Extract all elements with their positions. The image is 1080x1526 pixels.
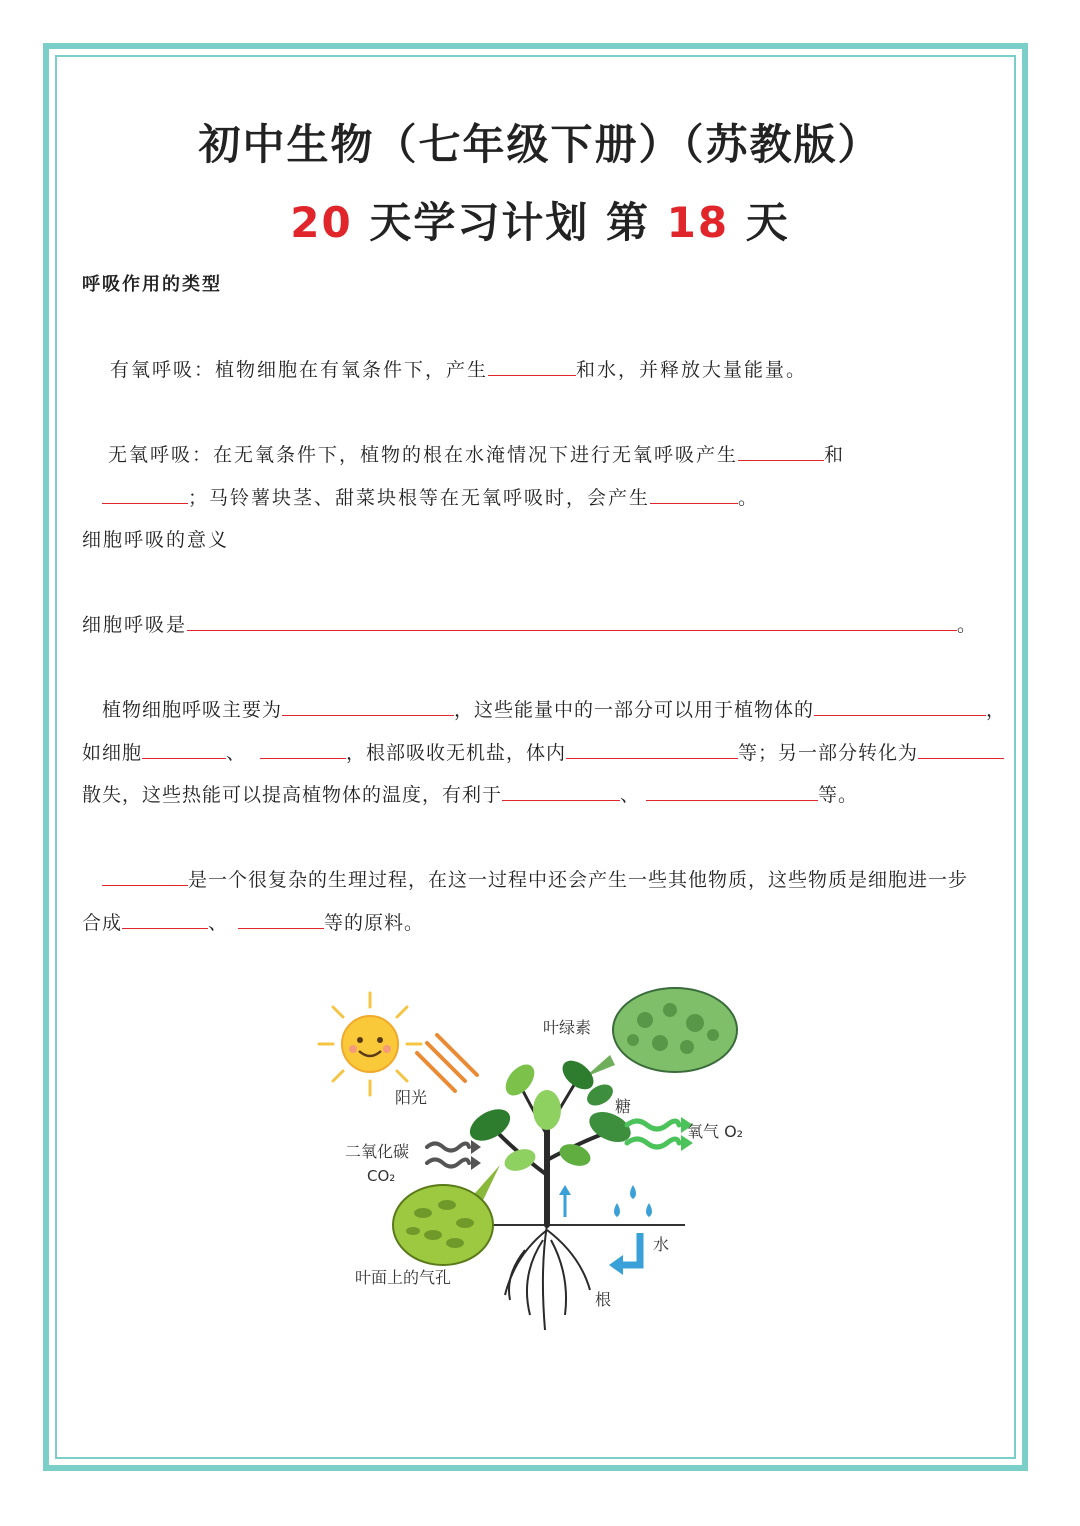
stomata-bubble [393,1165,500,1265]
energy-text-3c: 等。 [818,784,859,806]
energy-line-2 [82,738,1004,765]
blank-energy-4[interactable] [260,740,346,759]
label-sugar: 糖 [615,1097,632,1116]
label-root: 根 [595,1290,612,1309]
sunlight-arrows-icon [417,1035,477,1091]
blank-energy-7[interactable] [502,782,620,801]
blank-energy-5[interactable] [566,740,738,759]
energy-text-2d: 等；另一部分转化为 [738,742,919,764]
energy-text-2a: 如细胞 [82,742,143,764]
energy-text-3b: 、 [620,784,641,806]
process-text-2c: 等的原料。 [324,912,425,934]
meaning-end: 。 [957,614,979,636]
transport-arrow-icon [559,1185,571,1217]
blank-energy-1[interactable] [282,697,454,716]
aerobic-line [110,355,807,382]
anaerobic-text-1: 无氧呼吸：在无氧条件下，植物的根在水淹情况下进行无氧呼吸产生 [108,444,739,466]
process-text-2a: 合成 [82,912,123,934]
blank-energy-8[interactable] [646,782,818,801]
energy-text-2b: 、 [226,742,247,764]
process-text-1: 是一个很复杂的生理过程，在这一过程中还会产生一些其他物质，这些物质是细胞进一步 [188,869,969,891]
energy-text-3a: 散失，这些热能可以提高植物体的温度，有利于 [82,784,503,806]
blank-aerobic-product[interactable] [488,357,576,376]
blank-anaerobic-product-3[interactable] [650,485,738,504]
anaerobic-text-end: 。 [738,487,760,509]
title-line-1: 初中生物（七年级下册）（苏教版） [198,120,882,169]
blank-anaerobic-product-1[interactable] [738,442,824,461]
label-co2-name: 二氧化碳 [345,1142,410,1161]
plant-roots [505,1225,590,1330]
energy-text-1a: 植物细胞呼吸主要为 [102,699,283,721]
blank-energy-3[interactable] [142,740,226,759]
blank-process-2[interactable] [122,910,208,929]
label-co2-formula: CO₂ [367,1167,396,1185]
aerobic-text-before: 有氧呼吸：植物细胞在有氧条件下，产生 [110,359,489,381]
process-line-2 [82,908,424,935]
blank-anaerobic-product-2[interactable] [102,485,188,504]
blank-energy-2[interactable] [814,697,986,716]
aerobic-text-after: 和水，并释放大量能量。 [576,359,808,381]
sun-icon [319,993,421,1095]
blank-energy-6[interactable] [918,740,1004,759]
blank-meaning[interactable] [187,612,957,631]
oxygen-arrows-icon [627,1117,693,1151]
water-arrow-icon [609,1233,640,1275]
anaerobic-line-2 [102,483,759,510]
title-middle: 天学习计划 第 [352,198,667,247]
plant-respiration-diagram [315,985,760,1345]
label-sunlight: 阳光 [395,1088,428,1107]
energy-line-1 [102,695,1006,722]
process-text-2b: 、 [208,912,229,934]
label-stomata: 叶面上的气孔 [355,1268,452,1287]
process-line-1 [102,865,968,892]
blank-process-3[interactable] [238,910,324,929]
title-end: 天 [729,198,790,247]
energy-text-1b: ，这些能量中的一部分可以用于植物体的 [454,699,815,721]
co2-arrows-icon [427,1140,481,1170]
anaerobic-text-and: 和 [824,444,846,466]
energy-text-2c: ，根部吸收无机盐，体内 [346,742,567,764]
title-number-20: 20 [290,198,353,247]
chlorophyll-bubble [585,988,737,1077]
water-drops-icon [614,1185,652,1217]
title-line-2 [0,190,1080,250]
section-heading-respiration-types: 呼吸作用的类型 [82,274,222,295]
meaning-text: 细胞呼吸是 [82,614,188,636]
meaning-line [82,610,978,637]
title-number-18: 18 [666,198,730,247]
energy-text-1c: ， [986,699,1007,721]
label-water: 水 [653,1235,670,1254]
label-oxygen: 氧气 O₂ [687,1122,744,1141]
section-heading-respiration-meaning: 细胞呼吸的意义 [82,529,230,551]
blank-process-1[interactable] [102,867,188,886]
energy-line-3 [82,780,858,807]
anaerobic-text-2: ；马铃薯块茎、甜菜块根等在无氧呼吸时，会产生 [188,487,651,509]
label-chlorophyll: 叶绿素 [543,1018,592,1037]
anaerobic-line-1 [108,440,845,467]
